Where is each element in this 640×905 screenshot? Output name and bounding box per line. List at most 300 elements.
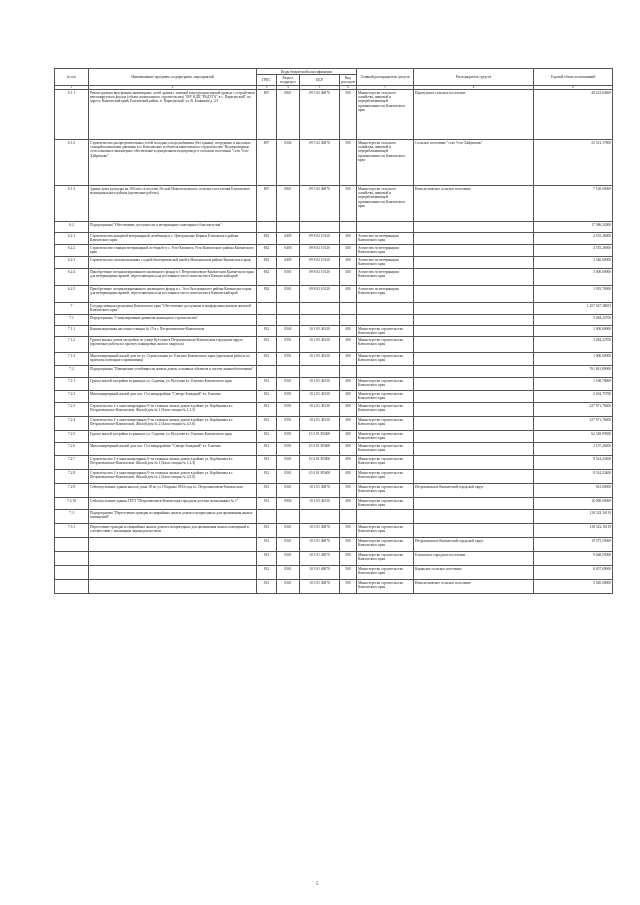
cell-num: 6.1.1: [55, 90, 89, 140]
cell-amount: 16 000,00000: [534, 498, 613, 510]
cell-vr: 400: [340, 391, 357, 403]
cell-recipient: Петропавловск-Камчатский городской округ: [414, 484, 534, 498]
cell-name: Строительство концевой ветеринарной лечебницы в с. Центральные Коряки Елизовского района Камчатского края: [89, 233, 257, 245]
cell-recipient: [414, 470, 534, 484]
cell-csr: 09 8 02 10120: [300, 257, 340, 269]
cell-razdel: 0902: [277, 498, 300, 510]
cell-num: [55, 552, 89, 566]
cell-admin: Министерство строительства Камчатского края: [357, 552, 414, 566]
cell-razdel: [277, 315, 300, 326]
cell-grbs: 832: [257, 286, 277, 303]
cell-admin: Министерство строительства Камчатского края: [357, 524, 414, 538]
cell-num: 7.3: [55, 510, 89, 524]
cell-admin: Министерство строительства Камчатского края: [357, 353, 414, 366]
cell-num: 7.2.6: [55, 443, 89, 456]
header-csr: ЦСР: [300, 75, 340, 86]
cell-razdel: 0501: [277, 417, 300, 431]
cell-vr: [340, 510, 357, 524]
cell-num: 7.3.1: [55, 524, 89, 538]
cell-admin: [357, 222, 414, 233]
cell-admin: Агентство по ветеринарии Камчатского края: [357, 233, 414, 245]
cell-num: 7.2.5: [55, 431, 89, 443]
cell-amount: 327 971,76600: [534, 417, 613, 431]
cell-name: Подпрограмма "Переселение граждан из аварийных жилых домов и непригодных для проживания жилых помещений": [89, 510, 257, 524]
cell-razdel: 0501: [277, 269, 300, 286]
cell-amount: 3 484,22700: [534, 337, 613, 353]
cell-admin: Министерство строительства Камчатского края: [357, 326, 414, 337]
cell-csr: 10 3 01 40070: [300, 538, 340, 552]
table-row: [55, 326, 613, 337]
cell-name: Многоквартирный жилой дом поз. 13 в микрорайоне "Северо-Западный" в г. Елизово: [89, 391, 257, 403]
cell-vr: 400: [340, 378, 357, 391]
cell-admin: [357, 303, 414, 315]
cell-admin: Министерство строительства Камчатского края: [357, 580, 414, 594]
cell-vr: [340, 366, 357, 378]
cell-razdel: 0501: [277, 566, 300, 580]
cell-num: 7.2.9: [55, 484, 89, 498]
cell-recipient: [414, 431, 534, 443]
cell-amount: 48 223,64000: [534, 90, 613, 140]
cell-recipient: Новолесновское сельское поселение: [414, 186, 534, 222]
cell-admin: Министерство сельского хозяйства, пищевой и перерабатывающей промышленности Камчатского края: [357, 90, 414, 140]
cell-razdel: 0801: [277, 90, 300, 140]
cell-num: 7.1.1: [55, 326, 89, 337]
cell-num: [55, 538, 89, 552]
cell-amount: 8 524,23400: [534, 456, 613, 470]
table-row: [55, 552, 613, 566]
cell-vr: 500: [340, 538, 357, 552]
cell-grbs: 812: [257, 337, 277, 353]
cell-grbs: 812: [257, 470, 277, 484]
cell-name: Строительство скотомогильника с одной биотермической ямой в Мильковском районе Камчатского края: [89, 257, 257, 269]
table-row: [55, 366, 613, 378]
cell-admin: Министерство строительства Камчатского края: [357, 456, 414, 470]
index-cell: 7: [357, 86, 414, 90]
cell-recipient: [414, 403, 534, 417]
cell-csr: 10 3 01 40070: [300, 524, 340, 538]
cell-csr: 10 3 01 40070: [300, 580, 340, 594]
cell-csr: 10 2 01 40130: [300, 417, 340, 431]
table-row: [55, 524, 613, 538]
cell-amount: 9 468,55000: [534, 552, 613, 566]
cell-admin: Агентство по ветеринарии Камчатского края: [357, 269, 414, 286]
cell-razdel: 0501: [277, 353, 300, 366]
cell-admin: Министерство строительства Камчатского края: [357, 337, 414, 353]
cell-num: 7.1.2: [55, 337, 89, 353]
table-row: [55, 510, 613, 524]
cell-csr: 10 2 03 40130: [300, 498, 340, 510]
cell-csr: 10 2 01 R5400: [300, 456, 340, 470]
cell-csr: 10 1 05 40120: [300, 337, 340, 353]
cell-name: Переселение граждан из аварийных жилых домов и непригодных для проживания жилых помещений в соответствии с жилищным законодательством: [89, 524, 257, 538]
cell-num: [55, 580, 89, 594]
table-row: [55, 315, 613, 326]
cell-name: Подпрограмма "Повышение устойчивости жилых домов, основных объектов и систем жизнеобеспечения": [89, 366, 257, 378]
cell-name: Здание дома культуры на 100 мест в поселке Лесной Новолесновского сельского поселения Елизовского муниципального района (проектные работы): [89, 186, 257, 222]
page-number: 5: [316, 882, 319, 887]
table-row: [55, 378, 613, 391]
cell-recipient: [414, 315, 534, 326]
cell-recipient: [414, 326, 534, 337]
cell-admin: Министерство сельского хозяйства, пищевой и перерабатывающей промышленности Камчатского края: [357, 140, 414, 186]
cell-recipient: [414, 337, 534, 353]
cell-grbs: 812: [257, 417, 277, 431]
cell-grbs: [257, 303, 277, 315]
cell-grbs: 807: [257, 140, 277, 186]
table-row: [55, 391, 613, 403]
cell-csr: 09 5 02 40070: [300, 90, 340, 140]
cell-num: 7.2.1: [55, 378, 89, 391]
cell-name: [89, 566, 257, 580]
table-body: [55, 90, 613, 594]
cell-recipient: [414, 353, 534, 366]
cell-recipient: [414, 222, 534, 233]
cell-recipient: Сельское поселение "село Усть-Хайрюзово": [414, 140, 534, 186]
table-row: [55, 566, 613, 580]
cell-num: [55, 566, 89, 580]
cell-csr: 10 1 05 40120: [300, 326, 340, 337]
cell-csr: 09 8 02 10120: [300, 233, 340, 245]
cell-name: Группа жилой застройки в границах ул. Садовая, ул. Кутузова в г. Елизово Камчатского края: [89, 431, 257, 443]
cell-name: Строительство распределительных сетей холодного водоснабжения (без здания), погружные и насосных станций повышения давления в п. Ключевские и объекты капитального строительства "Водопроводные сети и внешнее инженерное обеспечение в центральном водопроводе в сельском поселении "село Усть-Хайрюзово": [89, 140, 257, 186]
cell-recipient: [414, 510, 534, 524]
table-row: [55, 140, 613, 186]
table-row: [55, 417, 613, 431]
cell-recipient: Паратунское сельское поселение: [414, 90, 534, 140]
cell-name: Строительство станции ветеринарной по-борьбе в с. Усть-Камчатск Усть-Камчатского района Камчатского края: [89, 245, 257, 257]
cell-vr: 500: [340, 90, 357, 140]
cell-name: [89, 580, 257, 594]
cell-amount: 1 935,70000: [534, 286, 613, 303]
cell-vr: 400: [340, 470, 357, 484]
cell-csr: 10 2 01 R5400: [300, 443, 340, 456]
cell-razdel: 0501: [277, 470, 300, 484]
table-row: [55, 269, 613, 286]
cell-recipient: Петропавловск-Камчатский городской округ: [414, 538, 534, 552]
cell-name: [89, 552, 257, 566]
index-cell: 5: [300, 86, 340, 90]
cell-admin: [357, 510, 414, 524]
cell-name: Строительство 2-х многоквартирных 9-ти этажных жилых домов в районе ул. Карбышева в г. Петропавловске-Камчатском. Жилой дом № 1 (Блок-секция № 1,2,3): [89, 456, 257, 470]
cell-amount: 19 375,55000: [534, 538, 613, 552]
cell-razdel: 0501: [277, 378, 300, 391]
cell-csr: [300, 510, 340, 524]
cell-grbs: 832: [257, 233, 277, 245]
cell-recipient: [414, 498, 534, 510]
cell-grbs: 832: [257, 269, 277, 286]
cell-csr: [300, 222, 340, 233]
cell-amount: 761 841,89000: [534, 366, 613, 378]
cell-csr: 09 5 02 40070: [300, 186, 340, 222]
cell-num: 7.1: [55, 315, 89, 326]
cell-admin: Министерство строительства Камчатского края: [357, 470, 414, 484]
cell-amount: 218 322,16119: [534, 510, 613, 524]
cell-razdel: 0801: [277, 186, 300, 222]
cell-recipient: Елизовское городское поселение: [414, 552, 534, 566]
cell-razdel: 0405: [277, 257, 300, 269]
cell-grbs: 812: [257, 353, 277, 366]
table-row: [55, 286, 613, 303]
cell-vr: 400: [340, 417, 357, 431]
cell-amount: 3 000,00000: [534, 269, 613, 286]
cell-vr: 400: [340, 269, 357, 286]
cell-csr: 09 8 02 10120: [300, 269, 340, 286]
cell-name: Строительство 2-х многоквартирных 9-ти этажных жилых домов в районе ул. Карбышева в г. Петропавловске-Камчатском. Жилой дом № 2 (Блок-секция № 4,5,6): [89, 470, 257, 484]
cell-vr: 500: [340, 580, 357, 594]
table-row: [55, 245, 613, 257]
cell-vr: 400: [340, 257, 357, 269]
cell-razdel: 0501: [277, 524, 300, 538]
cell-name: Приобретение специализированного жилищного фонда в г. Петропавловске-Камчатском Камчатского края для ветеринарных врачей, переселяющихся на постоянное место жительства в Камчатский край: [89, 269, 257, 286]
cell-num: 7.2.4: [55, 417, 89, 431]
cell-amount: 5 504,75700: [534, 391, 613, 403]
cell-recipient: [414, 443, 534, 456]
cell-name: Группа жилой застройки в границах ул. Садовая, ул. Кутузова в г. Елизово Камчатского края: [89, 378, 257, 391]
cell-vr: 400: [340, 403, 357, 417]
cell-admin: Министерство строительства Камчатского края: [357, 403, 414, 417]
table-row: [55, 337, 613, 353]
cell-num: 7.1.3: [55, 353, 89, 366]
cell-csr: 10 2 01 40130: [300, 403, 340, 417]
cell-csr: 10 3 01 40070: [300, 552, 340, 566]
index-cell: 2: [89, 86, 257, 90]
table-row: [55, 222, 613, 233]
cell-admin: Министерство строительства Камчатского края: [357, 443, 414, 456]
cell-grbs: 812: [257, 378, 277, 391]
cell-amount: 1 000,00000: [534, 353, 613, 366]
index-cell: 6: [340, 86, 357, 90]
cell-razdel: 0501: [277, 286, 300, 303]
cell-name: [89, 538, 257, 552]
cell-amount: 4 555,26000: [534, 233, 613, 245]
table-row: [55, 456, 613, 470]
cell-grbs: 812: [257, 431, 277, 443]
cell-vr: 500: [340, 566, 357, 580]
cell-name: Многоквартирный жилой дом поз. 13 в микрорайоне "Северо-Западный" в г. Елизово: [89, 443, 257, 456]
cell-amount: 17 386,22000: [534, 222, 613, 233]
cell-num: 7.2.7: [55, 456, 89, 470]
cell-csr: 10 2 01 R5400: [300, 431, 340, 443]
cell-grbs: 832: [257, 257, 277, 269]
cell-amount: 2 107,26200: [534, 443, 613, 456]
cell-admin: [357, 366, 414, 378]
cell-razdel: 0501: [277, 580, 300, 594]
cell-recipient: [414, 391, 534, 403]
cell-recipient: [414, 233, 534, 245]
cell-admin: Министерство строительства Камчатского края: [357, 566, 414, 580]
cell-admin: Министерство сельского хозяйства, пищевой и перерабатывающей промышленности Камчатского края: [357, 186, 414, 222]
cell-grbs: 812: [257, 484, 277, 498]
cell-razdel: 0501: [277, 484, 300, 498]
header-name: Наименование программ, подпрограмм, мероприятий: [89, 69, 257, 86]
cell-admin: Министерство строительства Камчатского края: [357, 417, 414, 431]
cell-razdel: 0405: [277, 233, 300, 245]
cell-csr: 09 5 02 40070: [300, 140, 340, 186]
cell-recipient: [414, 524, 534, 538]
index-cell: 3: [257, 86, 277, 90]
cell-razdel: 0501: [277, 337, 300, 353]
cell-vr: 400: [340, 286, 357, 303]
cell-recipient: [414, 378, 534, 391]
table-row: [55, 484, 613, 498]
table-row: [55, 470, 613, 484]
cell-vr: 400: [340, 443, 357, 456]
cell-vr: [340, 222, 357, 233]
cell-recipient: [414, 257, 534, 269]
cell-grbs: 807: [257, 90, 277, 140]
cell-recipient: [414, 245, 534, 257]
cell-amount: 5 484,22700: [534, 315, 613, 326]
index-cell: 4: [277, 86, 300, 90]
cell-csr: 10 2 01 40130: [300, 391, 340, 403]
cell-vr: [340, 303, 357, 315]
cell-grbs: 812: [257, 403, 277, 417]
cell-amount: 1 257 547,38653: [534, 303, 613, 315]
cell-grbs: 812: [257, 326, 277, 337]
cell-vr: 400: [340, 245, 357, 257]
cell-vr: 400: [340, 233, 357, 245]
cell-vr: 400: [340, 456, 357, 470]
cell-admin: Агентство по ветеринарии Камчатского края: [357, 286, 414, 303]
index-cell: 9: [534, 86, 613, 90]
cell-num: 6.1.2: [55, 140, 89, 186]
cell-grbs: 812: [257, 498, 277, 510]
cell-vr: 500: [340, 552, 357, 566]
cell-razdel: 0405: [277, 245, 300, 257]
cell-name: Приобретение специализированного жилищного фонда в с. Эссо Быстринского района Камчатского края для ветеринарных врачей, переселяющихся на постоянное место жительства в Камчатский край: [89, 286, 257, 303]
cell-grbs: 812: [257, 580, 277, 594]
cell-num: 6.2.2: [55, 245, 89, 257]
table-row: [55, 186, 613, 222]
cell-recipient: [414, 286, 534, 303]
header-volume: Годовой объем ассигнований: [534, 69, 613, 86]
cell-vr: 400: [340, 431, 357, 443]
cell-vr: 500: [340, 186, 357, 222]
cell-razdel: 0501: [277, 403, 300, 417]
cell-grbs: 812: [257, 552, 277, 566]
cell-csr: 10 2 01 40070: [300, 484, 340, 498]
cell-admin: Агентство по ветеринарии Камчатского края: [357, 245, 414, 257]
cell-grbs: [257, 510, 277, 524]
cell-num: 7.2.2: [55, 391, 89, 403]
cell-amount: 8 524,23400: [534, 470, 613, 484]
cell-amount: 23 513,17000: [534, 140, 613, 186]
cell-csr: 10 3 01 40070: [300, 566, 340, 580]
cell-name: Строительство 2-х многоквартирных 9-ти этажных жилых домов в районе ул. Карбышева в г. Петропавловске-Камчатском. Жилой дом № 1 (Блок-секция № 1,2,3): [89, 403, 257, 417]
cell-admin: Агентство по ветеринарии Камчатского края: [357, 257, 414, 269]
cell-admin: Министерство строительства Камчатского края: [357, 431, 414, 443]
cell-vr: 400: [340, 337, 357, 353]
table-row: [55, 90, 613, 140]
cell-vr: 400: [340, 353, 357, 366]
table-row: [55, 403, 613, 417]
cell-razdel: [277, 303, 300, 315]
cell-amount: 7 120,00000: [534, 186, 613, 222]
cell-grbs: 832: [257, 245, 277, 257]
cell-name: Группа жилых домов застройки по улице Кутузова в Петропавловске-Камчатском городском округе (проектные работы по проекту планировки жилого квартала): [89, 337, 257, 353]
budget-table: [54, 68, 613, 594]
cell-csr: 10 2 01 R5400: [300, 470, 340, 484]
cell-razdel: 0502: [277, 326, 300, 337]
cell-grbs: [257, 315, 277, 326]
cell-amount: 1 000,00000: [534, 326, 613, 337]
cell-razdel: [277, 222, 300, 233]
cell-csr: 10 2 01 40130: [300, 378, 340, 391]
cell-recipient: Новолесновское сельское поселение: [414, 580, 534, 594]
cell-razdel: [277, 510, 300, 524]
cell-num: 7.2.3: [55, 403, 89, 417]
header-num: № п/п: [55, 69, 89, 86]
cell-recipient: [414, 303, 534, 315]
header-recipient: Распорядитель средств: [414, 69, 534, 86]
cell-admin: Министерство строительства Камчатского края: [357, 484, 414, 498]
cell-razdel: 0501: [277, 443, 300, 456]
cell-razdel: 0501: [277, 552, 300, 566]
cell-num: 7: [55, 303, 89, 315]
table-row: [55, 443, 613, 456]
cell-razdel: 0501: [277, 391, 300, 403]
cell-admin: Министерство строительства Камчатского края: [357, 378, 414, 391]
cell-grbs: 812: [257, 456, 277, 470]
cell-amount: 218 322,16119: [534, 524, 613, 538]
cell-name: Сейсмоусиление здания ГБУЗ "Петропавловск-Камчатская городская детская поликлиника № 1": [89, 498, 257, 510]
table-row: [55, 233, 613, 245]
cell-num: 6.2.1: [55, 233, 89, 245]
cell-num: 6.2.5: [55, 286, 89, 303]
cell-num: 6.2: [55, 222, 89, 233]
header-vr: Вид расходов: [341, 76, 355, 85]
cell-amount: 941,00000: [534, 484, 613, 498]
cell-name: Сейсмоусиление здания жилого дома 18 по ул. Обороны 1854 года в г. Петропавловске-Камчатском: [89, 484, 257, 498]
cell-admin: Министерство строительства Камчатского края: [357, 538, 414, 552]
cell-csr: [300, 303, 340, 315]
cell-amount: 6 457,00000: [534, 566, 613, 580]
cell-num: 6.2.4: [55, 269, 89, 286]
cell-csr: 09 8 02 10120: [300, 245, 340, 257]
cell-amount: 3 340,00000: [534, 257, 613, 269]
cell-num: 6.1.3: [55, 186, 89, 222]
cell-amount: 62 329,99500: [534, 431, 613, 443]
cell-vr: [340, 315, 357, 326]
cell-amount: 327 971,76600: [534, 403, 613, 417]
cell-grbs: 812: [257, 391, 277, 403]
index-cell: 1: [55, 86, 89, 90]
cell-csr: 10 1 05 40120: [300, 353, 340, 366]
cell-recipient: [414, 456, 534, 470]
cell-razdel: 0501: [277, 456, 300, 470]
cell-name: Реконструкция внутренних инженерных сетей здания с заменой конструкции мягкой кровли с устройством вентилируемого фасада (объект капитального строительства) "МУ КДЦ "РАДУГА" в с. Паратунский" по адресу: Камчатский край, Елизовский район, п. Паратунский, ул. В. Бонинова д. 2/1: [89, 90, 257, 140]
table-row: [55, 431, 613, 443]
cell-grbs: 812: [257, 524, 277, 538]
cell-num: 7.2: [55, 366, 89, 378]
cell-csr: [300, 315, 340, 326]
cell-num: 7.2.8: [55, 470, 89, 484]
cell-name: Подпрограмма "Обеспечение доступности и ветеринарно-санитарного благополучия": [89, 222, 257, 233]
cell-razdel: 0502: [277, 140, 300, 186]
table-row: [55, 580, 613, 594]
cell-grbs: [257, 222, 277, 233]
table-row: [55, 257, 613, 269]
cell-grbs: [257, 366, 277, 378]
cell-amount: 5 020,00000: [534, 580, 613, 594]
header-admin: Главный распорядитель средств: [357, 69, 414, 86]
cell-admin: Министерство строительства Камчатского края: [357, 498, 414, 510]
cell-recipient: [414, 366, 534, 378]
cell-name: Многоквартирный жилой дом по ул. Строительная в г. Елизово Камчатского края (проектные работы по проектам повторного применения): [89, 353, 257, 366]
header-grbs: ГРБС: [257, 75, 277, 86]
table-row: [55, 538, 613, 552]
cell-razdel: [277, 366, 300, 378]
